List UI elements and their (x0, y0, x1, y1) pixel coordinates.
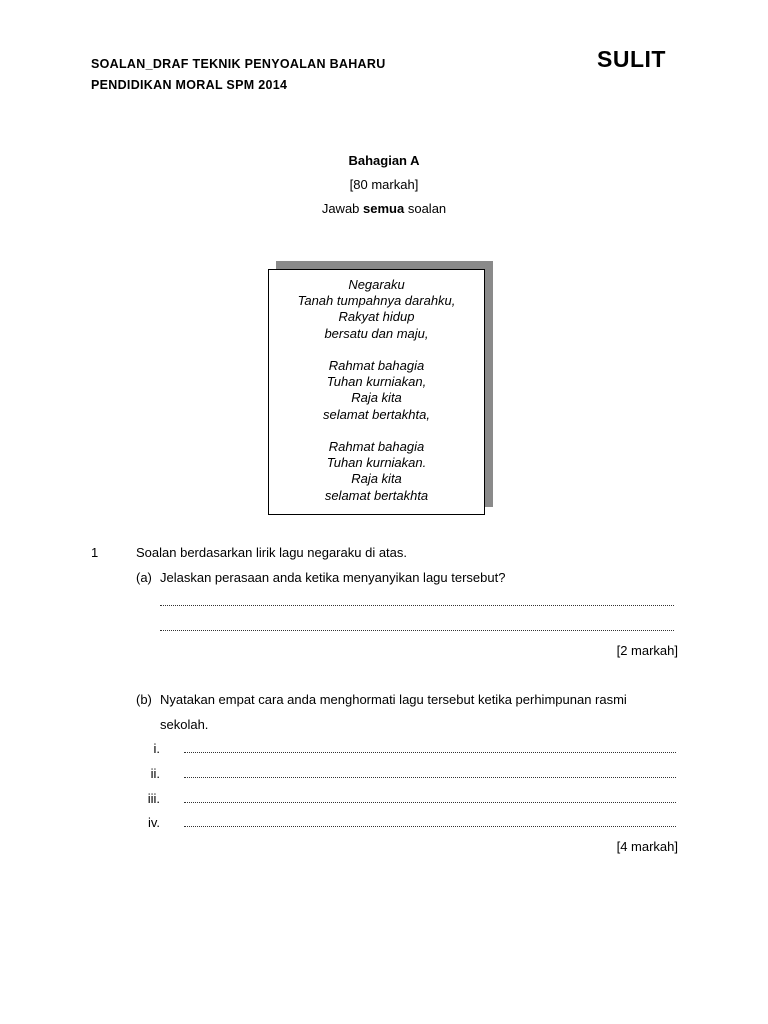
poem-line: Raja kita (351, 390, 402, 406)
poem-line: Tuhan kurniakan, (326, 374, 427, 390)
instruction-pre: Jawab (321, 201, 364, 216)
poem-line: Negaraku (348, 277, 405, 292)
instruction-post: soalan (404, 201, 447, 216)
poem-line: Tuhan kurniakan. (326, 455, 427, 471)
poem-line: selamat bertakhta, (323, 406, 430, 422)
item-number-ii: ii. (150, 766, 160, 781)
header-line-2: PENDIDIKAN MORAL SPM 2014 (91, 78, 288, 92)
part-a-marks: [2 markah] (616, 643, 678, 658)
poem-line: Rahmat bahagia (328, 439, 425, 454)
poem-line: Rahmat bahagia (328, 358, 425, 373)
answer-line-ii[interactable] (184, 776, 676, 778)
part-b-text-line-1: Nyatakan empat cara anda menghormati lagu tersebut ketika perhimpunan rasmi (160, 692, 627, 707)
item-number-i: i. (153, 741, 160, 756)
item-number-iv: iv. (147, 815, 160, 830)
section-title: Bahagian A (348, 153, 420, 168)
answer-line-iv[interactable] (184, 825, 676, 827)
sulit-label: SULIT (597, 46, 666, 72)
part-a-text: Jelaskan perasaan anda ketika menyanyikan lagu tersebut? (160, 570, 506, 585)
part-b-label: (b) (136, 692, 152, 707)
answer-line[interactable] (160, 604, 674, 606)
question-stem: Soalan berdasarkan lirik lagu negaraku di atas. (136, 545, 408, 560)
item-number-iii: iii. (147, 791, 160, 806)
section-marks: [80 markah] (349, 177, 419, 192)
answer-line-i[interactable] (184, 751, 676, 753)
poem-line: Rakyat hidup (338, 309, 415, 325)
poem-line: selamat bertakhta (324, 487, 429, 503)
part-a-label: (a) (136, 570, 152, 585)
section-instruction (0, 201, 768, 216)
stanza-gap (269, 342, 484, 358)
part-b-text-line-2: sekolah. (160, 717, 209, 732)
header-line-1: SOALAN_DRAF TEKNIK PENYOALAN BAHARU (91, 57, 386, 71)
poem-line: Raja kita (351, 471, 402, 487)
stanza-gap (269, 423, 484, 439)
part-b-marks: [4 markah] (616, 839, 678, 854)
poem-box (268, 269, 485, 515)
answer-line[interactable] (160, 629, 674, 631)
question-number: 1 (91, 545, 99, 560)
answer-line-iii[interactable] (184, 801, 676, 803)
poem-line: bersatu dan maju, (324, 325, 429, 341)
instruction-bold: semua (363, 201, 405, 216)
poem-line: Tanah tumpahnya darahku, (297, 293, 456, 309)
